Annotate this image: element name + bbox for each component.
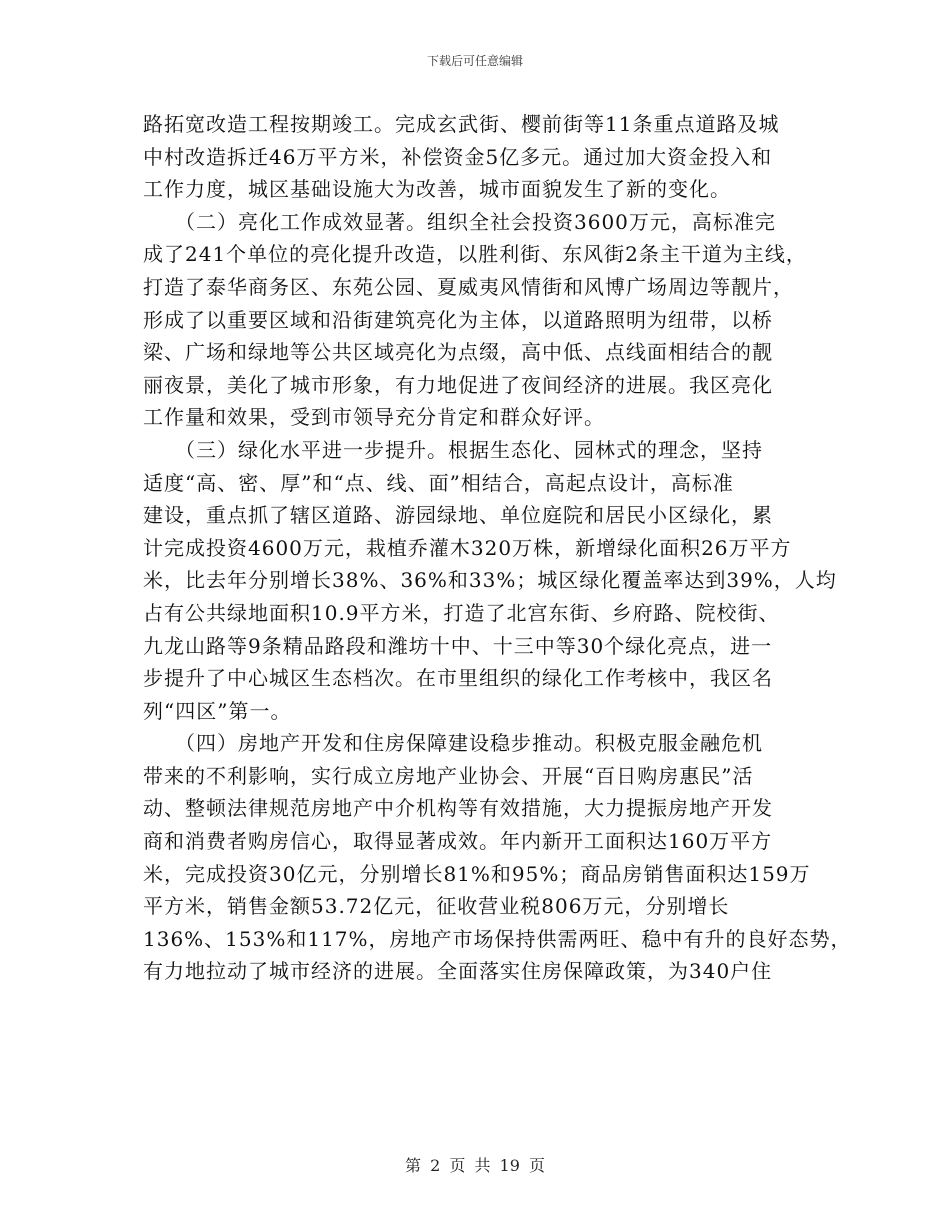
page-header: 下载后可任意编辑 [426, 54, 523, 68]
text-line: 步提升了中心城区生态档次。在市里组织的绿化工作考核中，我区名 [143, 666, 773, 691]
text-line: （四）房地产开发和住房保障建设稳步推动。积极克服金融危机 [143, 731, 763, 756]
text-line: 成了241个单位的亮化提升改造，以胜利街、东风街2条主干道为主线， [143, 242, 807, 267]
text-line: 打造了泰华商务区、东苑公园、夏威夷风情街和风博广场周边等靓片， [143, 274, 794, 299]
text-line: 米，完成投资30亿元，分别增长81%和95%；商品房销售面积达159万 [143, 861, 811, 886]
text-line: 梁、广场和绿地等公共区域亮化为点缀，高中低、点线面相结合的靓 [143, 340, 773, 365]
page-footer: 第 2 页 共 19 页 [405, 1156, 545, 1175]
text-line: 中村改造拆迁46万平方米，补偿资金5亿多元。通过加大资金投入和 [143, 144, 773, 169]
text-line: 计完成投资4600万元，栽植乔灌木320万株，新增绿化面积26万平方 [143, 535, 792, 560]
text-line: 丽夜景，美化了城市形象，有力地促进了夜间经济的进展。我区亮化 [143, 372, 773, 397]
text-line: 路拓宽改造工程按期竣工。完成玄武街、樱前街等11条重点道路及城 [143, 112, 780, 136]
text-line: 适度“高、密、厚”和“点、线、面”相结合，高起点设计，高标准 [143, 470, 734, 495]
document-body [143, 108, 852, 988]
text-line: 工作量和效果，受到市领导充分肯定和群众好评。 [143, 405, 605, 430]
text-line: 建设，重点抓了辖区道路、游园绿地、单位庭院和居民小区绿化，累 [143, 503, 773, 528]
text-line: 占有公共绿地面积10.9平方米，打造了北宫东街、乡府路、院校街、 [143, 600, 780, 625]
text-line: 商和消费者购房信心，取得显著成效。年内新开工面积达160万平方 [143, 829, 773, 854]
text-line: 列“四区”第一。 [143, 698, 292, 723]
text-line: （三）绿化水平进一步提升。根据生态化、园林式的理念，坚持 [143, 437, 763, 462]
text-line: 米，比去年分别增长38%、36%和33%；城区绿化覆盖率达到39%，人均 [143, 568, 837, 593]
text-line: 形成了以重要区域和沿街建筑亮化为主体，以道路照明为纽带，以桥 [143, 307, 773, 332]
text-line: 九龙山路等9条精品路段和潍坊十中、十三中等30个绿化亮点，进一 [143, 633, 773, 658]
text-line: 动、整顿法律规范房地产中介机构等有效措施，大力提振房地产开发 [143, 796, 773, 821]
text-line: 平方米，销售金额53.72亿元，征收营业税806万元，分别增长 [143, 894, 730, 919]
text-line: 有力地拉动了城市经济的进展。全面落实住房保障政策，为340户住 [143, 959, 773, 984]
text-line: 工作力度，城区基础设施大为改善，城市面貌发生了新的变化。 [143, 177, 731, 202]
text-line: 136%、153%和117%，房地产市场保持供需两旺、稳中有升的良好态势， [143, 926, 852, 951]
text-line: （二）亮化工作成效显著。组织全社会投资3600万元，高标准完 [143, 209, 776, 234]
text-line: 带来的不利影响，实行成立房地产业协会、开展“百日购房惠民”活 [143, 763, 754, 788]
